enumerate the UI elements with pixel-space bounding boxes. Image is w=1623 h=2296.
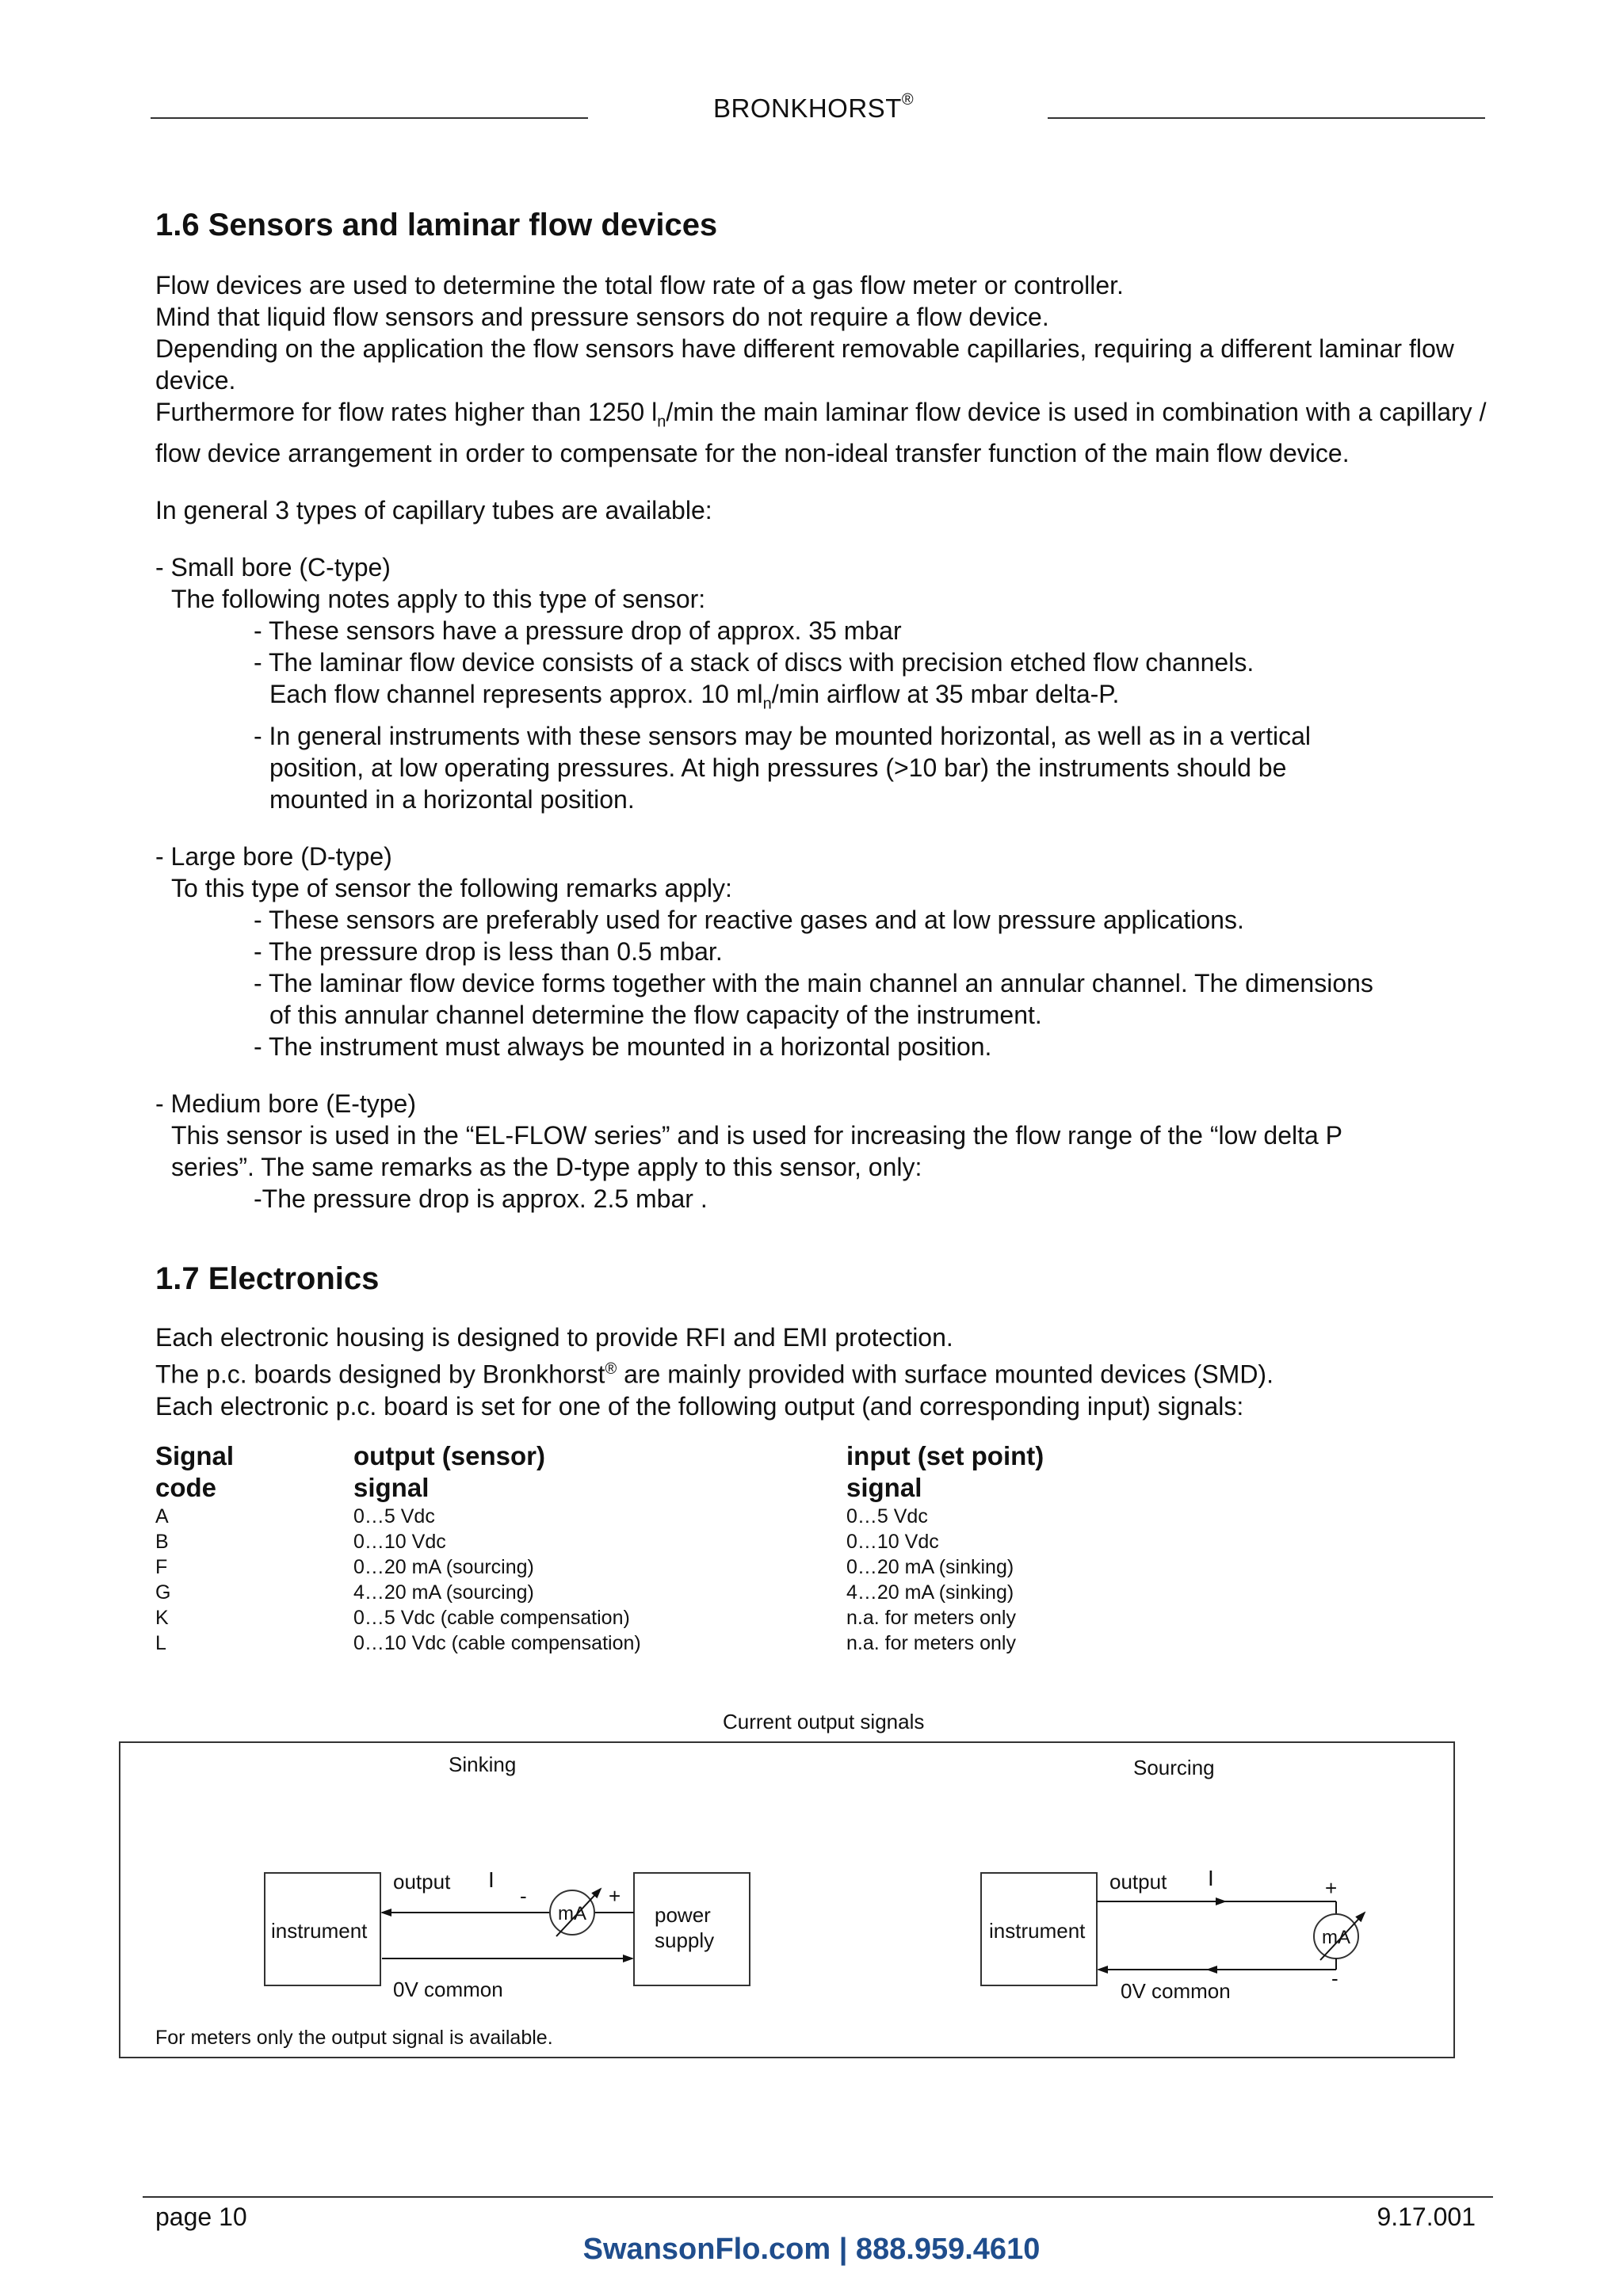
header-brand: BRONKHORST® [713, 91, 915, 123]
table-row [155, 1605, 1163, 1630]
list-item: - The pressure drop is less than 0.5 mbar. [254, 936, 723, 966]
power-supply-label: supply [655, 1928, 715, 1952]
signal-table [155, 1440, 1163, 1656]
header-rule-left [151, 117, 588, 119]
page-number: page 10 [155, 2203, 247, 2231]
sinking-plus: + [609, 1884, 621, 1908]
section-heading-1-6: 1.6 Sensors and laminar flow devices [155, 208, 718, 242]
paragraph: Flow devices are used to determine the total flow rate of a gas flow meter or controller. [155, 271, 1124, 299]
table-cell: 4…20 mA (sourcing) [353, 1581, 534, 1604]
sourcing-minus: - [1331, 1966, 1338, 1990]
section-1-6-body [155, 269, 1487, 1215]
table-cell: n.a. for meters only [846, 1607, 1016, 1629]
list-item: Each flow channel represents approx. 10 $ml_n/\min$ airflow at 35 mbar delta-P. [269, 680, 1120, 713]
list-item: - The laminar flow device forms together with the main channel an annular channel. The dimensions [254, 968, 1373, 997]
sourcing-output-label: output [1109, 1870, 1167, 1894]
table-cell: 0…10 Vdc [846, 1531, 939, 1553]
list-item: of this annular channel determine the flow capacity of the instrument. [269, 1000, 1042, 1029]
table-cell: 0…5 Vdc [353, 1505, 435, 1527]
e-type-intro: series”. The same remarks as the D-type apply to this sensor, only: [171, 1152, 922, 1181]
sourcing-ammeter-label: mA [1322, 1927, 1350, 1948]
d-type-title: - Large bore (D-type) [155, 841, 392, 871]
list-item: - These sensors have a pressure drop of approx. 35 mbar [254, 616, 902, 646]
table-cell: L [155, 1632, 166, 1654]
table-cell: 0…5 Vdc (cable compensation) [353, 1607, 630, 1629]
diagram-caption: Current output signals [723, 1710, 925, 1733]
sourcing-title: Sourcing [1133, 1756, 1215, 1779]
list-item: - The instrument must always be mounted in a horizontal position. [254, 1032, 992, 1061]
table-row [155, 1529, 1163, 1554]
table-cell: 0…10 Vdc (cable compensation) [353, 1632, 641, 1654]
paragraph: In general 3 types of capillary tubes are available: [155, 496, 712, 525]
table-cell: n.a. for meters only [846, 1632, 1016, 1654]
circuit-diagram [120, 1743, 1453, 2057]
c-type-title: - Small bore (C-type) [155, 553, 391, 582]
table-cell: K [155, 1607, 169, 1629]
table-header: code [155, 1473, 217, 1502]
table-header: input (set point) [846, 1441, 1044, 1470]
sinking-minus: - [520, 1884, 527, 1908]
list-item: position, at low operating pressures. At high pressures (>10 bar) the instruments should be [269, 753, 1287, 782]
d-type-intro: To this type of sensor the following remarks apply: [171, 873, 732, 902]
sourcing-instrument-label: instrument [989, 1919, 1086, 1943]
table-cell: B [155, 1531, 169, 1553]
table-row [155, 1580, 1163, 1605]
table-cell: G [155, 1581, 171, 1604]
table-row [155, 1630, 1163, 1656]
promo-link[interactable]: SwansonFlo.com | 888.959.4610 [582, 2233, 1041, 2266]
table-cell: F [155, 1556, 168, 1578]
header-rule-right [1048, 117, 1485, 119]
sourcing-common-label: 0V common [1121, 1979, 1231, 2003]
table-header: signal [353, 1473, 430, 1502]
table-cell: 0…5 Vdc [846, 1505, 928, 1527]
table-header: Signal [155, 1441, 235, 1470]
diagram-note: For meters only the output signal is available. [155, 2027, 553, 2049]
paragraph: Each electronic housing is designed to provide RFI and EMI protection. [155, 1323, 953, 1352]
section-heading-1-7: 1.7 Electronics [155, 1261, 380, 1296]
table-cell: 0…20 mA (sourcing) [353, 1556, 534, 1578]
power-supply-label: power [655, 1903, 711, 1927]
list-item: -The pressure drop is approx. 2.5 mbar . [254, 1184, 708, 1213]
table-header: signal [846, 1473, 922, 1502]
table-cell: 0…10 Vdc [353, 1531, 446, 1553]
list-item: mounted in a horizontal position. [269, 784, 635, 814]
paragraph: Furthermore for flow rates higher than 1250 $l_n/\min$ the main laminar flow device is used in combination with a capillary / flow device arrangement in order to compensate for the non-ideal transfer function of the main flow device. [155, 398, 1487, 468]
sinking-output-label: output [393, 1870, 451, 1894]
table-row [155, 1554, 1163, 1580]
sinking-instrument-label: instrument [271, 1919, 368, 1943]
e-type-title: - Medium bore (E-type) [155, 1089, 416, 1118]
footer-rule [143, 2196, 1493, 2198]
table-cell: A [155, 1505, 169, 1527]
paragraph: The p.c. boards designed by Bronkhorst® are mainly provided with surface mounted devices (SMD). [155, 1360, 1274, 1389]
table-header: output (sensor) [353, 1441, 545, 1470]
table-cell: 4…20 mA (sinking) [846, 1581, 1014, 1604]
list-item: - These sensors are preferably used for reactive gases and at low pressure applications. [254, 905, 1244, 934]
sourcing-current-symbol: I [1208, 1866, 1214, 1890]
sourcing-plus: + [1325, 1876, 1338, 1900]
section-1-7-body [155, 1322, 1487, 1422]
current-output-diagram [119, 1741, 1455, 2058]
paragraph: Mind that liquid flow sensors and pressure sensors do not require a flow device. [155, 303, 1049, 331]
sinking-ammeter-label: mA [558, 1903, 586, 1924]
paragraph: Each electronic p.c. board is set for one of the following output (and corresponding input) signals: [155, 1391, 1244, 1421]
list-item: - In general instruments with these sensors may be mounted horizontal, as well as in a vertical [254, 721, 1311, 750]
table-cell: 0…20 mA (sinking) [846, 1556, 1014, 1578]
c-type-intro: The following notes apply to this type of sensor: [171, 585, 706, 614]
table-row [155, 1504, 1163, 1529]
list-item: - The laminar flow device consists of a stack of discs with precision etched flow channels. [254, 648, 1254, 677]
sinking-title: Sinking [449, 1753, 517, 1776]
e-type-intro: This sensor is used in the “EL-FLOW series” and is used for increasing the flow range of the “low delta P [171, 1120, 1343, 1150]
sinking-common-label: 0V common [393, 1978, 503, 2001]
sinking-current-symbol: I [488, 1867, 495, 1892]
document-number: 9.17.001 [1377, 2203, 1476, 2231]
paragraph: Depending on the application the flow sensors have different removable capillaries, requiring a different laminar flow device. [155, 334, 1454, 395]
